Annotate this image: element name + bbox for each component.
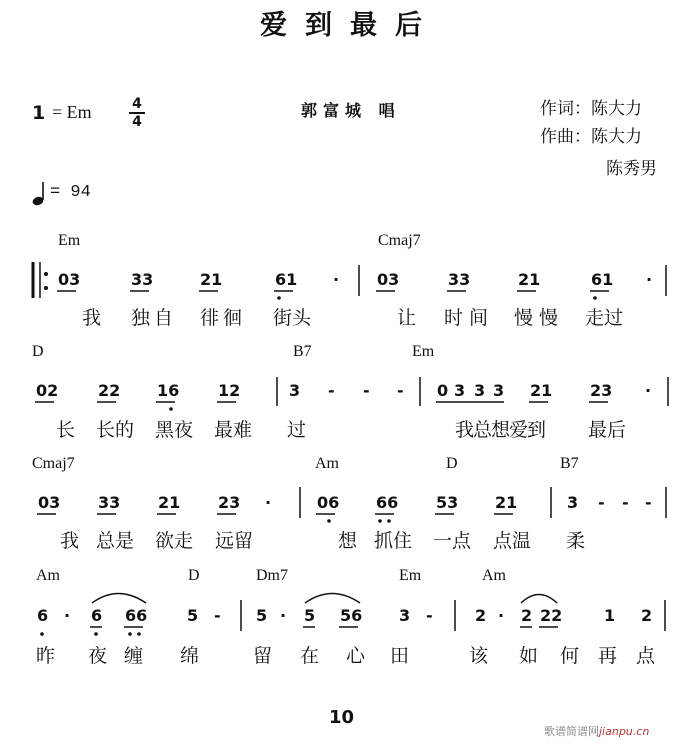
- lyric: 时间: [444, 307, 495, 329]
- lyric: 长: [56, 419, 76, 441]
- lyric: 街头: [273, 307, 312, 329]
- augmentation-dot: ·: [498, 606, 505, 625]
- song-title: 爱到最后: [260, 10, 440, 41]
- lyric: 留: [253, 645, 273, 667]
- chord-symbol: B7: [560, 455, 579, 472]
- chord-symbol: D: [188, 567, 200, 584]
- lyric: 夜: [88, 645, 108, 667]
- slur: [92, 594, 146, 604]
- lyric: 我: [60, 530, 80, 552]
- note: 3: [399, 606, 411, 625]
- augmentation-dot: ·: [64, 606, 71, 625]
- octave-dot: [593, 296, 597, 300]
- lyric: 如: [519, 645, 539, 667]
- lyric: 过: [287, 419, 307, 441]
- lyric: 点: [636, 645, 656, 667]
- augmentation-dot: ·: [280, 606, 287, 625]
- dash: -: [214, 606, 221, 625]
- note: 5: [256, 606, 268, 625]
- note: 3: [474, 381, 486, 400]
- chord-symbol: D: [32, 343, 44, 360]
- note: 5: [187, 606, 199, 625]
- octave-dot: [327, 519, 331, 523]
- chord-symbol: Em: [58, 232, 81, 249]
- lyric: 最难: [214, 419, 253, 441]
- chord-symbol: Em: [412, 343, 435, 360]
- dash: -: [397, 381, 404, 400]
- note: 6: [37, 606, 49, 625]
- lyric: 抓住: [374, 530, 413, 552]
- note: 3: [289, 381, 301, 400]
- chord-symbol: Am: [36, 567, 60, 584]
- note-group: 12: [218, 381, 241, 400]
- note-group: 23: [218, 493, 241, 512]
- watermark-site: 歌谱简谱网: [544, 725, 599, 738]
- lyric: 心: [346, 645, 366, 667]
- tempo-marking: = 94: [50, 183, 91, 202]
- lyric: 何: [560, 645, 580, 667]
- augmentation-dot: ·: [646, 270, 653, 289]
- note-group: 21: [518, 270, 541, 289]
- slur: [305, 594, 360, 604]
- watermark-url: jianpu.cn: [599, 725, 650, 738]
- lyric: 柔: [566, 530, 586, 552]
- dash: -: [622, 493, 629, 512]
- dash: -: [645, 493, 652, 512]
- chord-symbol: Cmaj7: [378, 232, 421, 249]
- octave-dot: [40, 632, 44, 636]
- note-group: 21: [200, 270, 223, 289]
- note: 2: [521, 606, 533, 625]
- chord-symbol: Am: [315, 455, 339, 472]
- lyric: 再: [598, 645, 618, 667]
- note: 2: [475, 606, 487, 625]
- note-group: 06: [317, 493, 340, 512]
- note-group: 21: [495, 493, 518, 512]
- note-group: 53: [436, 493, 459, 512]
- octave-dot: [128, 632, 132, 636]
- lyric: 想: [338, 530, 358, 552]
- note-group: 61: [591, 270, 614, 289]
- lyric: 昨: [36, 645, 56, 667]
- note-group: 23: [590, 381, 613, 400]
- page-number: 10: [329, 707, 355, 728]
- lyric: 绵: [180, 645, 200, 667]
- dash: -: [363, 381, 370, 400]
- lyric: 一点: [433, 530, 472, 552]
- note: 6: [91, 606, 103, 625]
- lyric: 走过: [585, 307, 624, 329]
- lyric: 让: [397, 307, 417, 329]
- note-group: 33: [98, 493, 121, 512]
- lyric: 徘徊: [200, 307, 247, 329]
- repeat-dot: [44, 272, 48, 276]
- augmentation-dot: ·: [645, 381, 652, 400]
- note-group: 03: [38, 493, 61, 512]
- chord-symbol: Dm7: [256, 567, 288, 584]
- key-tonic: 1: [32, 102, 46, 124]
- note: 3: [454, 381, 466, 400]
- note-group: 33: [448, 270, 471, 289]
- lyric: 该: [469, 645, 489, 667]
- note-group: 21: [530, 381, 553, 400]
- lyric: 总是: [96, 530, 135, 552]
- meter-denominator: 4: [132, 114, 142, 130]
- slur: [521, 595, 557, 604]
- lyric: 长的: [96, 419, 135, 441]
- octave-dot: [94, 632, 98, 636]
- note-group: 02: [36, 381, 59, 400]
- chord-symbol: D: [446, 455, 458, 472]
- composer-credit-2: 陈秀男: [606, 159, 657, 179]
- lyric: 慢慢: [514, 307, 565, 329]
- augmentation-dot: ·: [333, 270, 340, 289]
- key-signature: = Em: [52, 102, 92, 122]
- lyric: 欲走: [155, 530, 194, 552]
- note-group: 22: [540, 606, 563, 625]
- dash: -: [598, 493, 605, 512]
- note: 2: [641, 606, 653, 625]
- octave-dot: [169, 407, 173, 411]
- chord-symbol: Am: [482, 567, 506, 584]
- dash: -: [328, 381, 335, 400]
- chord-symbol: B7: [293, 343, 312, 360]
- lyric: 我: [82, 307, 102, 329]
- note: 1: [604, 606, 616, 625]
- note-group: 03: [58, 270, 81, 289]
- lyricist-credit: 作词：陈大力: [540, 99, 642, 119]
- composer-credit: 作曲：陈大力: [540, 127, 642, 147]
- lyric: 缠: [124, 645, 144, 667]
- chord-symbol: Em: [399, 567, 422, 584]
- note: 5: [304, 606, 316, 625]
- dash: -: [426, 606, 433, 625]
- note: 3: [567, 493, 579, 512]
- lyric: 我总想爱到: [455, 419, 546, 441]
- note: 0: [437, 381, 449, 400]
- note-group: 03: [377, 270, 400, 289]
- note-group: 33: [131, 270, 154, 289]
- lyric: 黑夜: [155, 419, 194, 441]
- octave-dot: [277, 296, 281, 300]
- lyric: 在: [300, 645, 320, 667]
- octave-dot: [378, 519, 382, 523]
- chord-symbol: Cmaj7: [32, 455, 75, 472]
- singer: 郭富城 唱: [301, 101, 401, 120]
- lyric: 点温: [493, 530, 532, 552]
- note-group: 61: [275, 270, 298, 289]
- note-group: 22: [98, 381, 121, 400]
- lyric: 远留: [215, 530, 254, 552]
- lyric: 田: [390, 645, 410, 667]
- augmentation-dot: ·: [265, 493, 272, 512]
- octave-dot: [137, 632, 141, 636]
- note-group: 56: [340, 606, 363, 625]
- note: 3: [493, 381, 505, 400]
- lyric: 最后: [588, 419, 627, 441]
- note-group: 66: [376, 493, 399, 512]
- note-group: 21: [158, 493, 181, 512]
- repeat-dot: [44, 286, 48, 290]
- lyric: 独自: [131, 307, 178, 329]
- note-group: 16: [157, 381, 180, 400]
- note-group: 66: [125, 606, 148, 625]
- octave-dot: [387, 519, 391, 523]
- meter-numerator: 4: [132, 96, 142, 112]
